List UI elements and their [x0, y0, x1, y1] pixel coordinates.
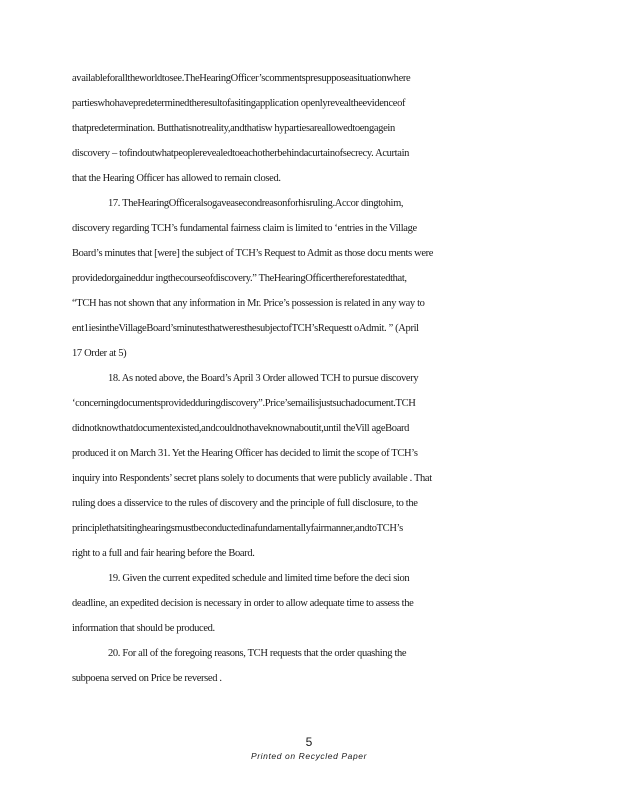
text-line: principlethatsitinghearingsmustbeconductedinafundamentallyfairmanner,andtoTCH’s	[72, 523, 403, 534]
text-line: that the Hearing Officer has allowed to remain closed.	[72, 173, 281, 184]
text-line: subpoena served on Price be reversed .	[72, 673, 222, 684]
page-number: 5	[305, 735, 313, 749]
text-line: produced it on March 31. Yet the Hearing Officer has decided to limit the scope of TCH’s	[72, 448, 418, 459]
text-line: deadline, an expedited decision is necessary in order to allow adequate time to assess the	[72, 598, 414, 609]
text-line: Board’s minutes that [were] the subject of TCH’s Request to Admit as those docu ments were	[72, 248, 434, 259]
text-line: ‘concerningdocumentsprovidedduringdiscovery”.Price’semailisjustsuchadocument.TCH	[72, 398, 416, 409]
text-line: availableforalltheworldtosee.TheHearingOfficer’scommentspresupposeasituationwhere	[72, 73, 411, 84]
footer-printed-note: Printed on Recycled Paper	[250, 751, 368, 761]
text-line: ent1iesintheVillageBoard’sminutesthatweresthesubjectofTCH’sRequestt oAdmit. ” (April	[72, 323, 419, 334]
text-line: didnotknowthatdocumentexisted,andcouldnothaveknownaboutit,until theVill ageBoard	[72, 423, 410, 434]
text-line: right to a full and fair hearing before the Board.	[72, 548, 255, 559]
text-line: “TCH has not shown that any information in Mr. Price’s possession is related in any way to	[72, 298, 425, 309]
paragraph-17-start: 17. TheHearingOfficeralsogaveasecondreasonforhisruling.Accor dingtohim,	[108, 198, 404, 209]
text-line: discovery regarding TCH’s fundamental fairness claim is limited to ‘entries in the Village	[72, 223, 417, 234]
text-line: thatpredetermination. Butthatisnotreality,andthatisw hypartiesareallowedtoengagein	[72, 123, 395, 134]
text-line: providedorgaineddur ingthecourseofdiscovery.” TheHearingOfficerthereforestatedthat,	[72, 273, 407, 284]
text-line: ruling does a disservice to the rules of discovery and the principle of full disclosure, to the	[72, 498, 418, 509]
paragraph-19-start: 19. Given the current expedited schedule and limited time before the deci sion	[108, 573, 410, 584]
text-line: 17 Order at 5)	[72, 348, 127, 359]
text-line: discovery – tofindoutwhatpeoplerevealedtoeachotherbehindacurtainofsecrecy. Acurtain	[72, 148, 410, 159]
paragraph-18-start: 18. As noted above, the Board’s April 3 Order allowed TCH to pursue discovery	[108, 373, 419, 384]
paragraph-20-start: 20. For all of the foregoing reasons, TCH requests that the order quashing the	[108, 648, 407, 659]
text-line: inquiry into Respondents’ secret plans solely to documents that were publicly available . That	[72, 473, 432, 484]
text-line: information that should be produced.	[72, 623, 215, 634]
text-line: partieswhohavepredeterminedtheresultofasitingapplication openlyrevealtheevidenceof	[72, 98, 406, 109]
